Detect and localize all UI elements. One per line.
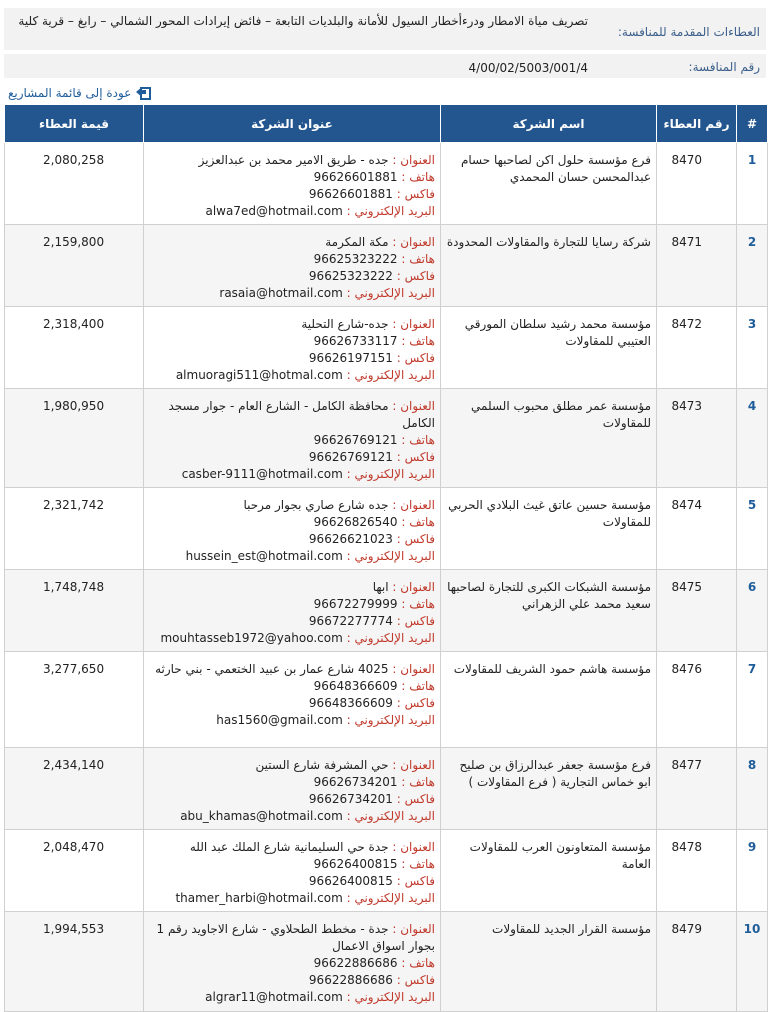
offers-label: العطاءات المقدمة للمنافسة: — [617, 25, 760, 39]
email-label: البريد الإلكتروني : — [346, 467, 435, 481]
email-value: mouhtasseb1972@yahoo.com — [160, 631, 343, 645]
bid-value: 1,980,950 — [5, 389, 144, 488]
email-label: البريد الإلكتروني : — [346, 990, 435, 1004]
row-index: 6 — [737, 570, 768, 652]
phone-value: 96626769121 — [313, 433, 398, 447]
fax-value: 96626197151 — [308, 351, 393, 365]
company-address — [144, 912, 441, 1012]
phone-label: هاتف : — [401, 433, 435, 447]
row-index: 1 — [737, 143, 768, 225]
phone-value: 96672279999 — [313, 597, 398, 611]
phone-value: 96626826540 — [313, 515, 398, 529]
fax-label: فاكس : — [396, 450, 435, 464]
row-index: 5 — [737, 488, 768, 570]
row-index: 10 — [737, 912, 768, 1012]
phone-label: هاتف : — [401, 775, 435, 789]
phone-label: هاتف : — [401, 170, 435, 184]
fax-label: فاكس : — [396, 614, 435, 628]
phone-value: 96648366609 — [313, 679, 398, 693]
table-row — [5, 570, 768, 652]
back-to-projects-link[interactable] — [8, 86, 151, 100]
fax-value: 96626734201 — [308, 792, 393, 806]
table-row — [5, 912, 768, 1012]
phone-label: هاتف : — [401, 252, 435, 266]
bid-number: 8478 — [657, 830, 737, 912]
company-address — [144, 748, 441, 830]
email-label: البريد الإلكتروني : — [346, 713, 435, 727]
company-address — [144, 570, 441, 652]
bid-number: 8470 — [657, 143, 737, 225]
bid-value: 1,748,748 — [5, 570, 144, 652]
address-label: العنوان : — [392, 235, 435, 249]
row-index: 2 — [737, 225, 768, 307]
back-icon — [135, 86, 151, 100]
phone-value: 96626734201 — [313, 775, 398, 789]
tender-title: تصريف مياة الامطار ودرءأخطار السيول للأمانة والبلديات التابعة – فائض إيرادات المحور الشمالي – رابغ – قرية كلية — [18, 14, 588, 28]
bid-value: 2,318,400 — [5, 307, 144, 389]
email-value: abu_khamas@hotmail.com — [180, 809, 343, 823]
col-index-header: # — [737, 105, 768, 143]
address-label: العنوان : — [392, 399, 435, 413]
table-row — [5, 143, 768, 225]
address-label: العنوان : — [392, 153, 435, 167]
company-name: مؤسسة هاشم حمود الشريف للمقاولات — [441, 652, 657, 748]
company-address — [144, 488, 441, 570]
address-label: العنوان : — [392, 498, 435, 512]
email-value: alwa7ed@hotmail.com — [205, 204, 343, 218]
email-value: thamer_harbi@hotmail.com — [175, 891, 343, 905]
bid-value: 1,994,553 — [5, 912, 144, 1012]
company-name: مؤسسة المتعاونون العرب للمقاولات العامة — [441, 830, 657, 912]
bid-value: 2,434,140 — [5, 748, 144, 830]
table-row — [5, 830, 768, 912]
table-header-row — [5, 105, 768, 143]
address-label: العنوان : — [392, 922, 435, 936]
fax-value: 96626601881 — [308, 187, 393, 201]
fax-label: فاكس : — [396, 187, 435, 201]
address-label: العنوان : — [392, 662, 435, 676]
bid-value: 2,321,742 — [5, 488, 144, 570]
bids-table — [4, 104, 768, 1012]
company-name: مؤسسة عمر مطلق محبوب السلمي للمقاولات — [441, 389, 657, 488]
phone-value: 96626733117 — [313, 334, 398, 348]
fax-value: 96672277774 — [308, 614, 393, 628]
company-address — [144, 652, 441, 748]
row-index: 8 — [737, 748, 768, 830]
fax-value: 96626769121 — [308, 450, 393, 464]
company-address — [144, 307, 441, 389]
bid-value: 3,277,650 — [5, 652, 144, 748]
phone-value: 96626400815 — [313, 857, 398, 871]
address-value: ابها — [372, 580, 389, 594]
company-name: فرع مؤسسة جعفر عبدالرزاق بن صليح ابو خماس التجارية ( فرع المقاولات ) — [441, 748, 657, 830]
fax-value: 96648366609 — [308, 696, 393, 710]
email-value: rasaia@hotmail.com — [219, 286, 343, 300]
phone-value: 96626601881 — [313, 170, 398, 184]
bid-number: 8476 — [657, 652, 737, 748]
address-value: جدة حي السليمانية شارع الملك عبد الله — [189, 840, 389, 854]
company-name: مؤسسة القرار الجديد للمقاولات — [441, 912, 657, 1012]
company-name: مؤسسة حسين عاتق غيث البلادي الحربي للمقاولات — [441, 488, 657, 570]
company-name: مؤسسة الشبكات الكبرى للتجارة لصاحبها سعيد محمد علي الزهراني — [441, 570, 657, 652]
fax-label: فاكس : — [396, 351, 435, 365]
table-row — [5, 652, 768, 748]
address-value: حي المشرفة شارع الستين — [255, 758, 389, 772]
address-value: 4025 شارع عمار بن عبيد الختعمي - بني حارثه — [155, 662, 389, 676]
phone-label: هاتف : — [401, 597, 435, 611]
bid-number: 8472 — [657, 307, 737, 389]
phone-label: هاتف : — [401, 334, 435, 348]
col-address-header: عنوان الشركة — [144, 105, 441, 143]
fax-value: 96626621023 — [308, 532, 393, 546]
bid-number: 8471 — [657, 225, 737, 307]
address-value: محافظة الكامل - الشارع العام - جوار مسجد الكامل — [168, 399, 435, 430]
address-value: جده شارع صاري بجوار مرحبا — [243, 498, 389, 512]
fax-value: 96625323222 — [308, 269, 393, 283]
address-label: العنوان : — [392, 758, 435, 772]
email-label: البريد الإلكتروني : — [346, 891, 435, 905]
row-index: 9 — [737, 830, 768, 912]
address-value: جدة - مخطط الطحلاوي - شارع الاجاويد رقم 1 بجوار اسواق الاعمال — [156, 922, 435, 953]
address-label: العنوان : — [392, 580, 435, 594]
tender-number-row — [4, 54, 766, 78]
table-row — [5, 225, 768, 307]
table-row — [5, 307, 768, 389]
email-value: hussein_est@hotmail.com — [185, 549, 343, 563]
phone-label: هاتف : — [401, 857, 435, 871]
email-value: almuoragi511@hotmal.com — [175, 368, 343, 382]
phone-value: 96625323222 — [313, 252, 398, 266]
company-address — [144, 143, 441, 225]
tender-number: 4/00/02/5003/001/4 — [468, 61, 588, 75]
table-row — [5, 488, 768, 570]
phone-value: 96622886686 — [313, 956, 398, 970]
fax-label: فاكس : — [396, 532, 435, 546]
phone-label: هاتف : — [401, 679, 435, 693]
col-value-header: قيمة العطاء — [5, 105, 144, 143]
tender-number-label: رقم المنافسة: — [688, 60, 760, 74]
address-label: العنوان : — [392, 317, 435, 331]
bid-number: 8473 — [657, 389, 737, 488]
fax-label: فاكس : — [396, 792, 435, 806]
email-label: البريد الإلكتروني : — [346, 631, 435, 645]
bid-value: 2,048,470 — [5, 830, 144, 912]
fax-value: 96622886686 — [308, 973, 393, 987]
company-address — [144, 225, 441, 307]
email-label: البريد الإلكتروني : — [346, 549, 435, 563]
tender-title-row — [4, 8, 766, 50]
company-name: فرع مؤسسة حلول اكن لصاحبها حسام عبدالمحسن حسان المحمدي — [441, 143, 657, 225]
bid-value: 2,080,258 — [5, 143, 144, 225]
email-value: has1560@gmail.com — [216, 713, 343, 727]
fax-label: فاكس : — [396, 874, 435, 888]
email-label: البريد الإلكتروني : — [346, 809, 435, 823]
bid-value: 2,159,800 — [5, 225, 144, 307]
phone-label: هاتف : — [401, 515, 435, 529]
fax-label: فاكس : — [396, 696, 435, 710]
back-link-text: عودة إلى قائمة المشاريع — [8, 86, 132, 100]
fax-label: فاكس : — [396, 973, 435, 987]
address-value: جده-شارع التحلية — [301, 317, 389, 331]
company-address — [144, 389, 441, 488]
address-label: العنوان : — [392, 840, 435, 854]
email-label: البريد الإلكتروني : — [346, 204, 435, 218]
email-label: البريد الإلكتروني : — [346, 368, 435, 382]
company-name: مؤسسة محمد رشيد سلطان المورقي العتيبي للمقاولات — [441, 307, 657, 389]
email-label: البريد الإلكتروني : — [346, 286, 435, 300]
email-value: casber-9111@hotmail.com — [181, 467, 343, 481]
bid-number: 8474 — [657, 488, 737, 570]
row-index: 4 — [737, 389, 768, 488]
bid-number: 8479 — [657, 912, 737, 1012]
row-index: 3 — [737, 307, 768, 389]
address-value: مكة المكرمة — [325, 235, 389, 249]
fax-label: فاكس : — [396, 269, 435, 283]
col-company-header: اسم الشركة — [441, 105, 657, 143]
bid-number: 8477 — [657, 748, 737, 830]
table-row — [5, 389, 768, 488]
col-bid-no-header: رقم العطاء — [657, 105, 737, 143]
row-index: 7 — [737, 652, 768, 748]
email-value: algrar11@hotmail.com — [205, 990, 343, 1004]
address-value: جده - طريق الامير محمد بن عبدالعزيز — [198, 153, 389, 167]
company-address — [144, 830, 441, 912]
table-row — [5, 748, 768, 830]
phone-label: هاتف : — [401, 956, 435, 970]
fax-value: 96626400815 — [308, 874, 393, 888]
bid-number: 8475 — [657, 570, 737, 652]
company-name: شركة رسايا للتجارة والمقاولات المحدودة — [441, 225, 657, 307]
